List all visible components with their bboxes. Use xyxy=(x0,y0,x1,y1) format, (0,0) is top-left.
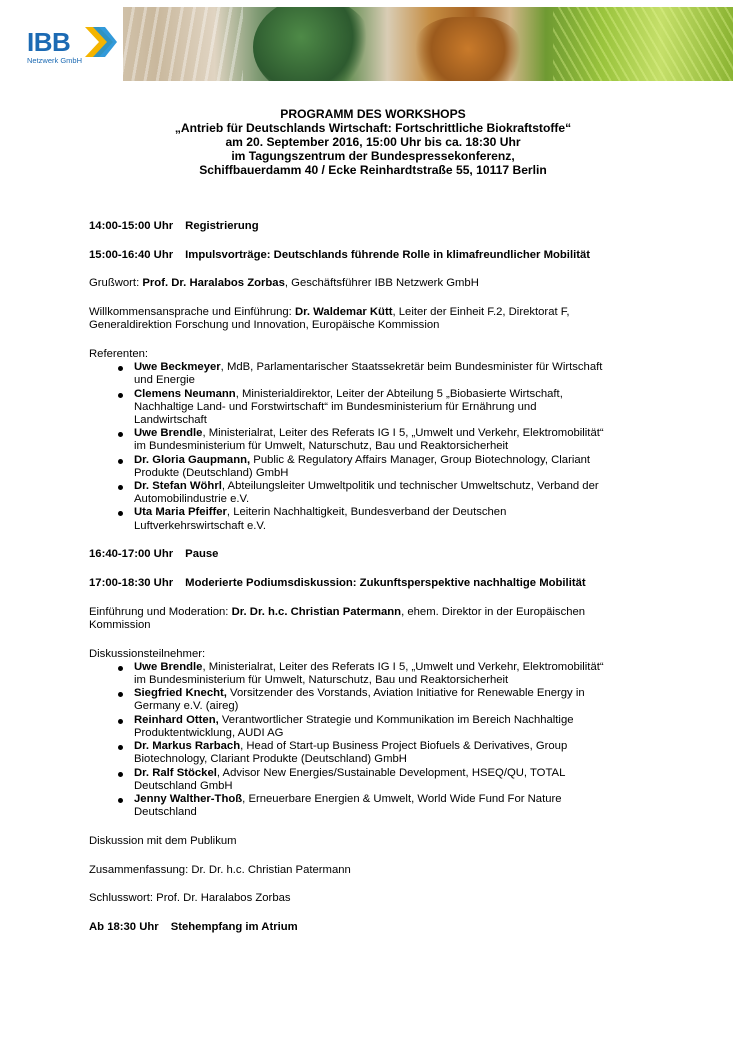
list-item xyxy=(89,361,669,387)
session-title: Stehempfang im Atrium xyxy=(170,920,298,933)
speaker-role: , Erneuerbare Energien & Umwelt, World Wide Fund For Nature xyxy=(242,792,562,805)
logo-subtitle: Netzwerk GmbH xyxy=(27,56,83,65)
speaker-role: Landwirtschaft xyxy=(134,414,207,427)
referenten-list xyxy=(89,361,669,533)
banner-grain-image xyxy=(123,7,243,81)
speaker-name: Clemens Neumann xyxy=(134,387,236,400)
session-pause xyxy=(89,548,669,561)
speaker-role: Biotechnology, Clariant Produkte (Deutschland) GmbH xyxy=(134,753,407,766)
session-time: 15:00-16:40 Uhr xyxy=(89,248,174,261)
speaker-role: Germany e.V. (aireg) xyxy=(134,700,239,713)
publikum-discussion: Diskussion mit dem Publikum xyxy=(89,834,237,847)
speaker-role: , Head of Start-up Business Project Biofuels & Derivatives, Group xyxy=(240,740,568,753)
banner-oil-image xyxy=(413,17,523,81)
speaker-role: Verantwortlicher Strategie und Kommunikation im Bereich Nachhaltige xyxy=(218,713,574,726)
header-title: PROGRAMM DES WORKSHOPS xyxy=(280,107,466,121)
session-time: Ab 18:30 Uhr xyxy=(89,920,159,933)
speaker-role: im Bundesministerium für Umwelt, Naturschutz, Bau und Reaktorsicherheit xyxy=(134,440,509,453)
speaker-role: Luftverkehrswirtschaft e.V. xyxy=(134,519,267,532)
speaker-role: Deutschland GmbH xyxy=(134,779,233,792)
speaker-role: im Bundesministerium für Umwelt, Naturschutz, Bau und Reaktorsicherheit xyxy=(134,674,509,687)
zusammenfassung: Zusammenfassung: Dr. Dr. h.c. Christian Patermann xyxy=(89,863,351,876)
speaker-role: , Ministerialrat, Leiter des Referats IG I 5, „Umwelt und Verkehr, Elektromobilität“ xyxy=(202,660,604,673)
willkommen-label: Willkommensansprache und Einführung: xyxy=(89,306,295,319)
document-header xyxy=(0,107,746,177)
referenten-label: Referenten: xyxy=(89,348,149,361)
list-item xyxy=(89,714,669,740)
list-item xyxy=(89,793,669,819)
session-title: Pause xyxy=(185,548,219,561)
speaker-role: , Ministerialrat, Leiter des Referats IG I 5, „Umwelt und Verkehr, Elektromobilität“ xyxy=(202,427,604,440)
speaker-name: Uwe Brendle xyxy=(134,427,203,440)
speaker-name: Reinhard Otten, xyxy=(134,713,219,726)
speaker-name: Prof. Dr. Haralabos Zorbas xyxy=(142,277,285,290)
moderation xyxy=(89,606,669,632)
list-item xyxy=(89,740,669,766)
ibb-logo xyxy=(13,7,123,81)
session-time: 16:40-17:00 Uhr xyxy=(89,548,174,561)
schlusswort: Schlusswort: Prof. Dr. Haralabos Zorbas xyxy=(89,892,291,905)
banner-leaf-image xyxy=(253,7,373,81)
speaker-name: Siegfried Knecht, xyxy=(134,687,227,700)
diskussion-label: Diskussionsteilnehmer: xyxy=(89,647,206,660)
speaker-role: , ehem. Direktor in der Europäischen xyxy=(401,605,586,618)
session-podium xyxy=(89,577,669,590)
program-content xyxy=(89,220,669,934)
grusswort-label: Grußwort: xyxy=(89,277,143,290)
header-address: Schiffbauerdamm 40 / Ecke Reinhardtstraße 55, 10117 Berlin xyxy=(199,163,547,178)
speaker-role: Nachhaltige Land- und Forstwirtschaft“ im Bundesministerium für Ernährung und xyxy=(134,400,537,413)
speaker-name: Dr. Gloria Gaupmann, xyxy=(134,453,251,466)
list-item xyxy=(89,427,669,453)
speaker-name: Uwe Brendle xyxy=(134,660,203,673)
speaker-name: Uta Maria Pfeiffer xyxy=(134,506,227,519)
diskussion-list xyxy=(89,661,669,819)
header-date: am 20. September 2016, 15:00 Uhr bis ca. 18:30 Uhr xyxy=(225,135,521,150)
session-registration xyxy=(89,220,669,233)
logo-chevron-icon xyxy=(83,25,119,59)
session-reception xyxy=(89,921,669,934)
speaker-role: Automobilindustrie e.V. xyxy=(134,493,250,506)
willkommen xyxy=(89,306,669,332)
header-workshop-name: „Antrieb für Deutschlands Wirtschaft: Fortschrittliche Biokraftstoffe“ xyxy=(174,121,572,136)
speaker-role: Generaldirektion Forschung und Innovation, Europäische Kommission xyxy=(89,319,440,332)
speaker-role: Deutschland xyxy=(134,806,197,819)
speaker-name: Dr. Waldemar Kütt xyxy=(294,306,393,319)
speaker-role: Vorsitzender des Vorstands, Aviation Initiative for Renewable Energy in xyxy=(226,687,585,700)
speaker-name: Dr. Stefan Wöhrl xyxy=(134,480,222,493)
session-time: 17:00-18:30 Uhr xyxy=(89,577,174,590)
moderation-label: Einführung und Moderation: xyxy=(89,605,232,618)
speaker-role: und Energie xyxy=(134,374,195,387)
list-item xyxy=(89,767,669,793)
session-title: Impulsvorträge: Deutschlands führende Rolle in klimafreundlicher Mobilität xyxy=(185,248,591,261)
speaker-role: , Ministerialdirektor, Leiter der Abteilung 5 „Biobasierte Wirtschaft, xyxy=(235,387,563,400)
speaker-name: Dr. Dr. h.c. Christian Patermann xyxy=(231,605,402,618)
speaker-name: Jenny Walther-Thoß xyxy=(134,792,243,805)
grusswort xyxy=(89,277,669,290)
speaker-role: , Leiterin Nachhaltigkeit, Bundesverband der Deutschen xyxy=(226,506,507,519)
header-venue: im Tagungszentrum der Bundespressekonferenz, xyxy=(231,149,515,164)
list-item xyxy=(89,661,669,687)
speaker-role: Produktentwicklung, AUDI AG xyxy=(134,726,284,739)
speaker-role: , Abteilungsleiter Umweltpolitik und technischer Umweltschutz, Verband der xyxy=(221,480,599,493)
speaker-role: Produkte (Deutschland) GmbH xyxy=(134,466,289,479)
speaker-name: Dr. Markus Rarbach xyxy=(134,740,241,753)
speaker-role: Kommission xyxy=(89,618,151,631)
list-item xyxy=(89,480,669,506)
header-banner xyxy=(13,7,733,81)
list-item xyxy=(89,506,669,532)
list-item xyxy=(89,687,669,713)
speaker-role: , Leiter der Einheit F.2, Direktorat F, xyxy=(392,306,570,319)
speaker-role: , Geschäftsführer IBB Netzwerk GmbH xyxy=(284,277,479,290)
list-item xyxy=(89,388,669,428)
speaker-role: , MdB, Parlamentarischer Staatssekretär beim Bundesminister für Wirtschaft xyxy=(220,361,603,374)
speaker-role: , Advisor New Energies/Sustainable Development, HSEQ/QU, TOTAL xyxy=(216,766,566,779)
speaker-name: Dr. Ralf Stöckel xyxy=(134,766,217,779)
session-title: Registrierung xyxy=(185,220,259,232)
session-title: Moderierte Podiumsdiskussion: Zukunftsperspektive nachhaltige Mobilität xyxy=(185,577,586,590)
session-impulses xyxy=(89,249,669,262)
list-item xyxy=(89,454,669,480)
banner-algae-image xyxy=(553,7,733,81)
speaker-name: Uwe Beckmeyer xyxy=(134,361,221,374)
speaker-role: Public & Regulatory Affairs Manager, Group Biotechnology, Clariant xyxy=(250,453,591,466)
logo-text: IBB xyxy=(27,27,71,57)
session-time: 14:00-15:00 Uhr xyxy=(89,220,174,232)
